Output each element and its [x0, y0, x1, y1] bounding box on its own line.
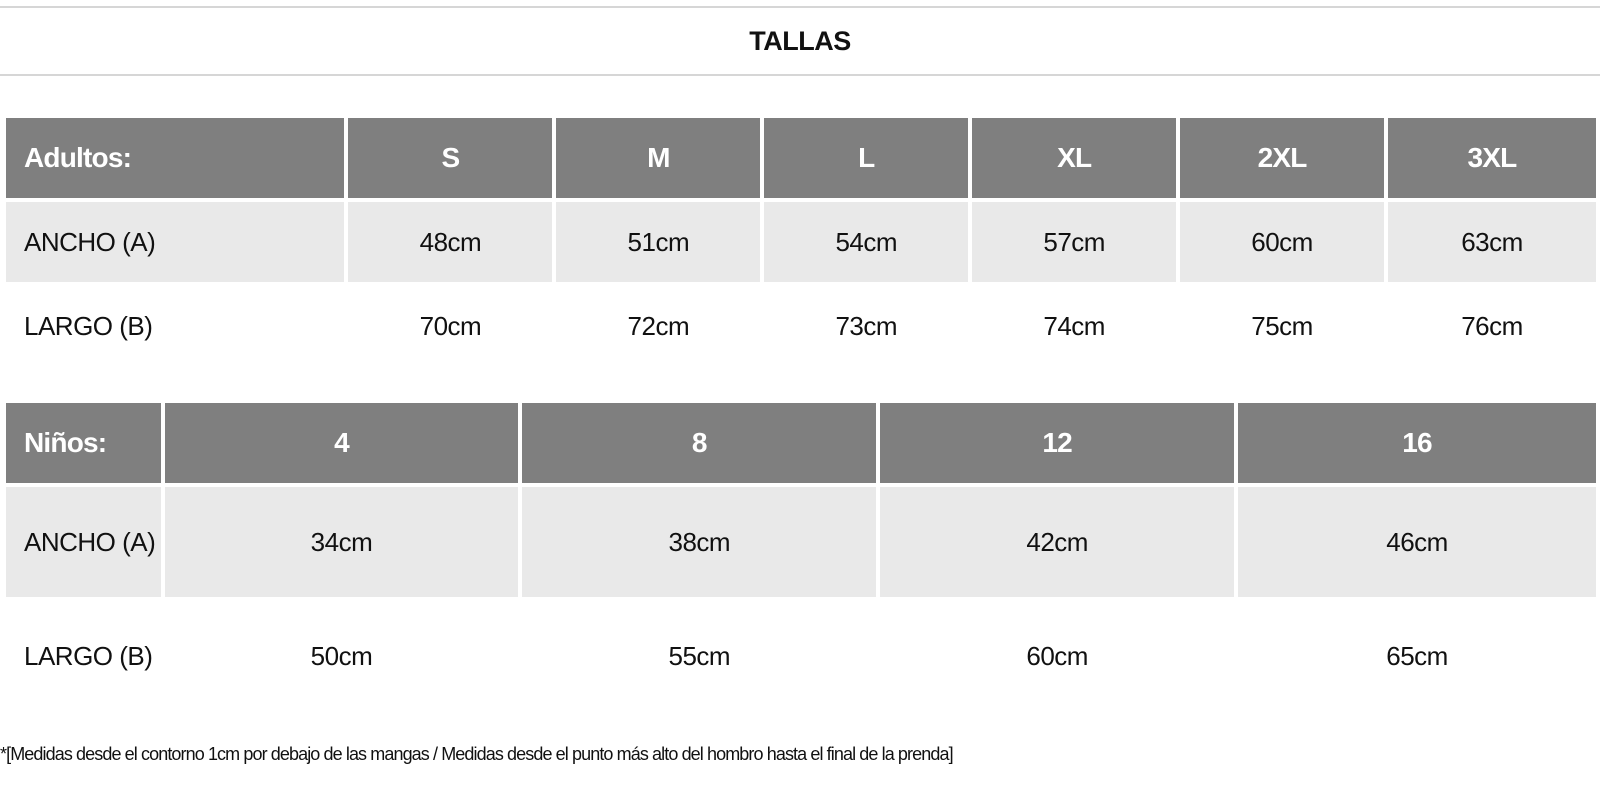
kids-size-table [2, 399, 1600, 715]
size-header-4: 4 [165, 403, 519, 483]
adult-section-label: Adultos: [6, 118, 344, 198]
table-cell: 55cm [522, 601, 876, 711]
row-label-width: ANCHO (A) [6, 487, 161, 597]
size-header-l: L [764, 118, 968, 198]
adult-header-row [6, 118, 1596, 198]
size-header-8: 8 [522, 403, 876, 483]
measurement-footnote: *[Medidas desde el contorno 1cm por debajo de las mangas / Medidas desde el punto más alto del hombro hasta el final de la prenda] [0, 744, 953, 764]
table-cell: 46cm [1238, 487, 1596, 597]
size-header-xl: XL [972, 118, 1176, 198]
table-cell: 42cm [880, 487, 1234, 597]
table-cell: 38cm [522, 487, 876, 597]
size-header-m: M [556, 118, 760, 198]
table-cell: 63cm [1388, 202, 1596, 282]
size-header-3xl: 3XL [1388, 118, 1596, 198]
kids-length-row [6, 601, 1596, 711]
table-cell: 76cm [1388, 286, 1596, 366]
table-cell: 75cm [1180, 286, 1384, 366]
table-cell: 48cm [348, 202, 552, 282]
table-cell: 72cm [556, 286, 760, 366]
page-title: TALLAS [749, 25, 851, 56]
table-cell: 74cm [972, 286, 1176, 366]
table-cell: 60cm [1180, 202, 1384, 282]
size-header-2xl: 2XL [1180, 118, 1384, 198]
size-header-16: 16 [1238, 403, 1596, 483]
size-header-12: 12 [880, 403, 1234, 483]
kids-header-row [6, 403, 1596, 483]
table-cell: 60cm [880, 601, 1234, 711]
row-label-length: LARGO (B) [6, 601, 161, 711]
kids-section-label: Niños: [6, 403, 161, 483]
table-cell: 57cm [972, 202, 1176, 282]
table-cell: 70cm [348, 286, 552, 366]
table-cell: 65cm [1238, 601, 1596, 711]
adult-size-table [2, 114, 1600, 370]
table-cell: 50cm [165, 601, 519, 711]
row-label-length: LARGO (B) [6, 286, 344, 366]
table-cell: 73cm [764, 286, 968, 366]
table-cell: 34cm [165, 487, 519, 597]
table-cell: 51cm [556, 202, 760, 282]
adult-width-row [6, 202, 1596, 282]
title-bar [0, 6, 1600, 76]
adult-length-row [6, 286, 1596, 366]
table-cell: 54cm [764, 202, 968, 282]
row-label-width: ANCHO (A) [6, 202, 344, 282]
kids-width-row [6, 487, 1596, 597]
size-header-s: S [348, 118, 552, 198]
